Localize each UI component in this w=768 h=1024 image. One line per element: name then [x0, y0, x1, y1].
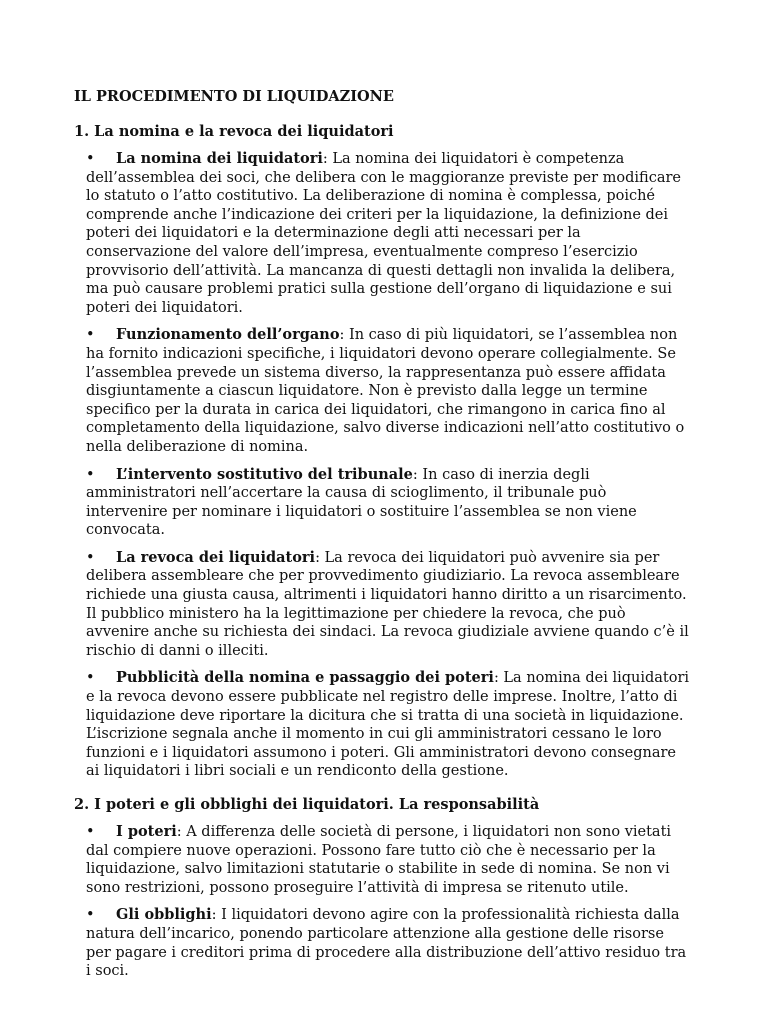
- list-item: [86, 669, 690, 781]
- item-label: I poteri: [116, 823, 177, 840]
- section-heading-2: 2. I poteri e gli obblighi dei liquidatori. La responsabilità: [74, 796, 540, 813]
- item-label: L’intervento sostitutivo del tribunale: [116, 465, 413, 483]
- bullet-icon: •: [86, 907, 95, 924]
- item-label: Pubblicità della nomina e passaggio dei poteri: [116, 669, 494, 687]
- bullet-icon: •: [86, 549, 95, 566]
- item-label: La nomina dei liquidatori: [116, 150, 323, 167]
- item-text: : La nomina dei liquidatori è competenza dell’assemblea dei soci, che delibera con le maggioranze previste per modificare lo statuto o l’atto costitutivo. La deliberazione di nomina è complessa, poiché comprende anche l’indicazione dei criteri per la liquidazione, la definizione dei poteri dei liquidatori e la determinazione degli atti necessari per la conservazione del valore dell’impresa, eventualmente compreso l’esercizio provvisorio dell’attività. La mancanza di questi dettagli non invalida la delibera, ma può causare problemi pratici sulla gestione dell’organo di liquidazione e sui poteri dei liquidatori.: [86, 151, 681, 316]
- item-text: : La nomina dei liquidatori e la revoca devono essere pubblicate nel registro delle imprese. Inoltre, l’atto di liquidazione deve riportare la dicitura che si tratta di una società in liquidazione. L’iscrizione segnala anche il momento in cui gli amministratori cessano le loro funzioni e i liquidatori assumono i poteri. Gli amministratori devono consegnare ai liquidatori i libri sociali e un rendiconto della gestione.: [86, 670, 690, 780]
- list-item: [86, 549, 690, 661]
- bullet-icon: •: [86, 670, 95, 687]
- list-item: [86, 906, 690, 980]
- bullet-icon: •: [86, 824, 95, 840]
- item-text: : La revoca dei liquidatori può avvenire sia per delibera assembleare che per provvedimento giudiziario. La revoca assembleare richiede una giusta causa, altrimenti i liquidatori hanno diritto a un risarcimento. Il pubblico ministero ha la legittimazione per chiedere la revoca, che può avvenire anche su richiesta dei sindaci. La revoca giudiziale avviene quando c’è il rischio di danni o illeciti.: [86, 549, 689, 659]
- list-item: [86, 326, 690, 456]
- section-heading-1: 1. La nomina e la revoca dei liquidatori: [74, 123, 394, 140]
- list-item: [86, 150, 690, 317]
- item-text: : I liquidatori devono agire con la professionalità richiesta dalla natura dell’incarico, ponendo particolare attenzione alla gestione delle risorse per pagare i creditori prima di procedere alla distribuzione dell’attivo residuo tra i soci.: [86, 907, 687, 980]
- item-label: Gli obblighi: [116, 906, 212, 924]
- item-text: : A differenza delle società di persone, i liquidatori non sono vietati dal compiere nuove operazioni. Possono fare tutto ciò che è necessario per la liquidazione, salvo limitazioni statutarie o stabilite in sede di nomina. Se non vi sono restrizioni, possono proseguire l’attività di impresa se ritenuto utile.: [86, 824, 672, 896]
- bullet-icon: •: [86, 151, 95, 167]
- bullet-icon: •: [86, 327, 95, 344]
- item-text: : In caso di più liquidatori, se l’assemblea non ha fornito indicazioni specifiche, i liquidatori devono operare collegialmente. Se l’assemblea prevede un sistema diverso, la rappresentanza può essere affidata disgiuntamente a ciascun liquidatore. Non è previsto dalla legge un termine specifico per la durata in carica dei liquidatori, che rimangono in carica fino al completamento della liquidazione, salvo diverse indicazioni nell’atto costitutivo o nella deliberazione di nomina.: [86, 327, 685, 455]
- document-title: IL PROCEDIMENTO DI LIQUIDAZIONE: [74, 88, 394, 105]
- item-label: La revoca dei liquidatori: [116, 548, 316, 566]
- item-text: : In caso di inerzia degli amministratori nell’accertare la causa di scioglimento, il tribunale può intervenire per nominare i liquidatori o sostituire l’assemblea se non viene convocata.: [86, 466, 637, 539]
- bullet-icon: •: [86, 466, 95, 483]
- list-item: [86, 823, 690, 897]
- list-item: [86, 466, 690, 540]
- item-label: Funzionamento dell’organo: [116, 326, 340, 344]
